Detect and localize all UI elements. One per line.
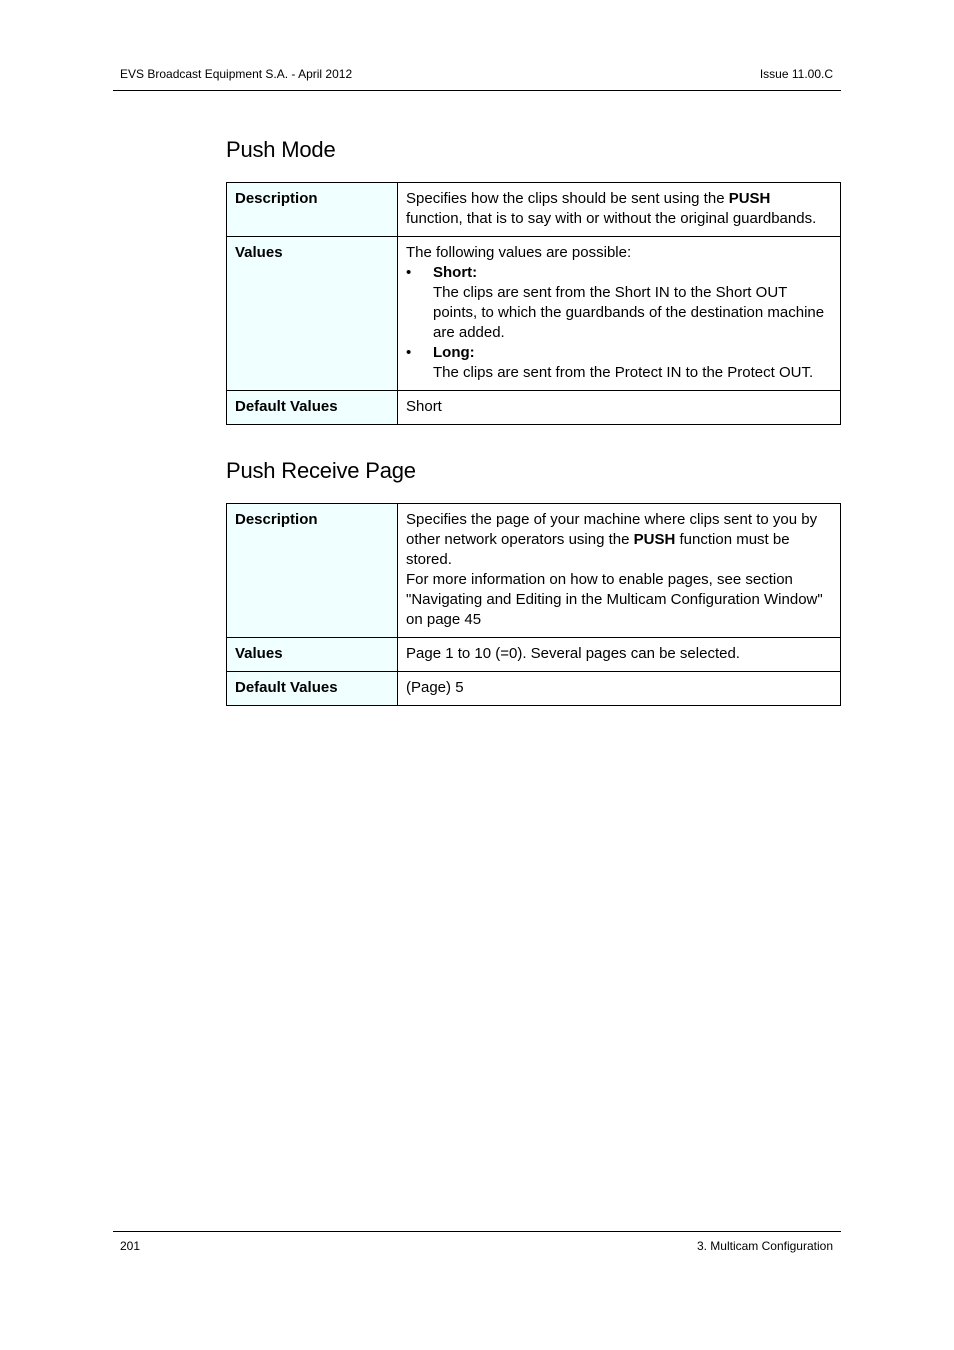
push-keyword: PUSH <box>633 531 676 548</box>
header-publisher: EVS Broadcast Equipment S.A. - April 2012 <box>120 67 353 81</box>
row-label: Default Values <box>227 672 398 706</box>
description-text: function, that is to say with or without the original guardbands. <box>406 210 817 227</box>
list-item <box>406 263 832 343</box>
description-reference: For more information on how to enable pages, see section "Navigating and Editing in the Multicam Configuration Window" on page 45 <box>406 571 823 628</box>
row-label: Values <box>227 638 398 672</box>
table-row <box>227 183 841 237</box>
description-text: Specifies how the clips should be sent using the <box>406 190 729 207</box>
default-value: (Page) 5 <box>398 672 841 706</box>
bullet-icon: • <box>406 344 412 361</box>
section-title-push-mode: Push Mode <box>226 137 336 162</box>
default-value: Short <box>398 391 841 425</box>
bullet-icon: • <box>406 264 412 281</box>
values-text: Page 1 to 10 (=0). Several pages can be selected. <box>398 638 841 672</box>
row-label: Description <box>227 183 398 237</box>
row-label: Default Values <box>227 391 398 425</box>
table-row <box>227 391 841 425</box>
description-text: Specifies the page of your machine where clips sent to you by other network operators using the <box>406 511 818 548</box>
description-cell <box>398 504 841 638</box>
description-text: function must be stored. <box>406 531 790 568</box>
description-cell <box>398 183 841 237</box>
section-title-push-receive-page: Push Receive Page <box>226 458 416 483</box>
value-term: Long: <box>433 344 475 361</box>
values-cell <box>398 237 841 391</box>
value-term: Short: <box>433 264 478 281</box>
table-row <box>227 237 841 391</box>
list-item <box>406 343 832 383</box>
push-keyword: PUSH <box>728 190 771 207</box>
page-number: 201 <box>120 1239 141 1253</box>
push-receive-page-table <box>226 503 841 706</box>
value-description: The clips are sent from the Short IN to the Short OUT points, to which the guardbands of the destination machine are added. <box>433 284 825 341</box>
header-issue: Issue 11.00.C <box>759 67 833 81</box>
push-mode-table <box>226 182 841 425</box>
table-row <box>227 672 841 706</box>
row-label: Values <box>227 237 398 391</box>
table-row <box>227 638 841 672</box>
page-header <box>113 64 841 91</box>
value-description: The clips are sent from the Protect IN to the Protect OUT. <box>433 364 814 381</box>
chapter-title: 3. Multicam Configuration <box>696 1239 833 1253</box>
row-label: Description <box>227 504 398 638</box>
page-footer <box>113 1231 841 1256</box>
values-intro: The following values are possible: <box>406 244 632 261</box>
table-row <box>227 504 841 638</box>
